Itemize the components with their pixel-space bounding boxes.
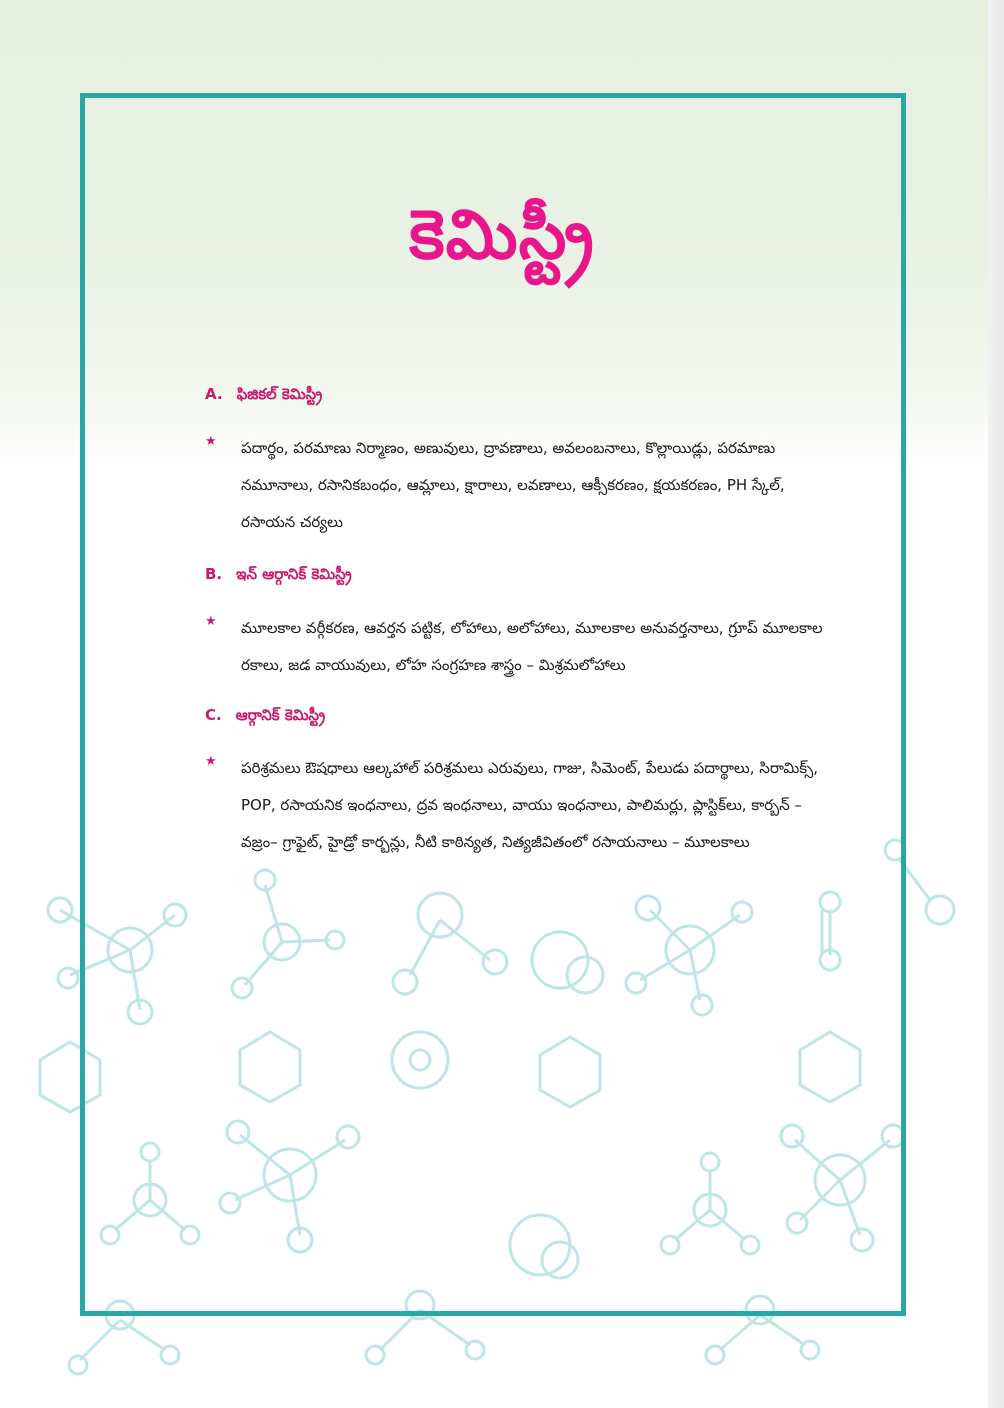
topic-text: పదార్థం, పరమాణు నిర్మాణం, అణువులు, ద్రావణాలు, అవలంబనాలు, కొల్లాయిడ్లు, పరమాణు నమూనాలు, రసానికబంధం, ఆమ్లాలు, క్షారాలు, లవణాలు, ఆక్సీకరణం, క్షయకరణం, PH స్కేల్, రసాయన చర్యలు <box>241 439 785 531</box>
section-title: ఆర్గానిక్ కెమిస్ట్రీ <box>235 706 326 724</box>
page-title: కెమిస్ట్రీ <box>409 196 595 275</box>
topic-text: మూలకాల వర్గీకరణ, ఆవర్తన పట్టిక, లోహాలు, అలోహాలు, మూలకాల అనువర్తనాలు, గ్రూప్ మూలకాల రకాలు, జడ వాయువులు, లోహ సంగ్రహణ శాస్త్రం – మిశ్రమలోహాలు <box>241 619 823 674</box>
section-heading-organic <box>205 706 325 728</box>
section-heading-physical <box>205 385 322 407</box>
section-letter: B. <box>205 565 223 583</box>
list-item <box>205 610 825 684</box>
section-letter: A. <box>205 385 223 403</box>
section-title: ఇన్ ఆర్గానిక్ కెమిస్ట్రీ <box>236 565 352 583</box>
section-title: ఫిజికల్ కెమిస్ట్రీ <box>236 385 323 403</box>
list-item <box>205 430 825 541</box>
list-item <box>205 750 825 861</box>
topic-text: పరిశ్రమలు ఔషధాలు ఆల్కహాల్ పరిశ్రమలు ఎరువులు, గాజు, సిమెంట్, పేలుడు పదార్థాలు, సిరామిక్స్, POP, రసాయనిక ఇంధనాలు, ద్రవ ఇంధనాలు, వాయు ఇంధనాలు, పాలిమర్లు, ప్లాస్టిక్‌లు, కార్బన్ – వజ్రం– గ్రాఫైట్, హైడ్రో కార్బన్లు, నీటి కాఠిన్యత, నిత్యజీవితంలో రసాయనాలు – మూలకాలు <box>241 759 818 851</box>
section-heading-inorganic <box>205 565 352 587</box>
star-icon: ★ <box>205 754 217 769</box>
star-icon: ★ <box>205 614 217 629</box>
star-icon: ★ <box>205 434 217 449</box>
section-letter: C. <box>205 706 222 724</box>
